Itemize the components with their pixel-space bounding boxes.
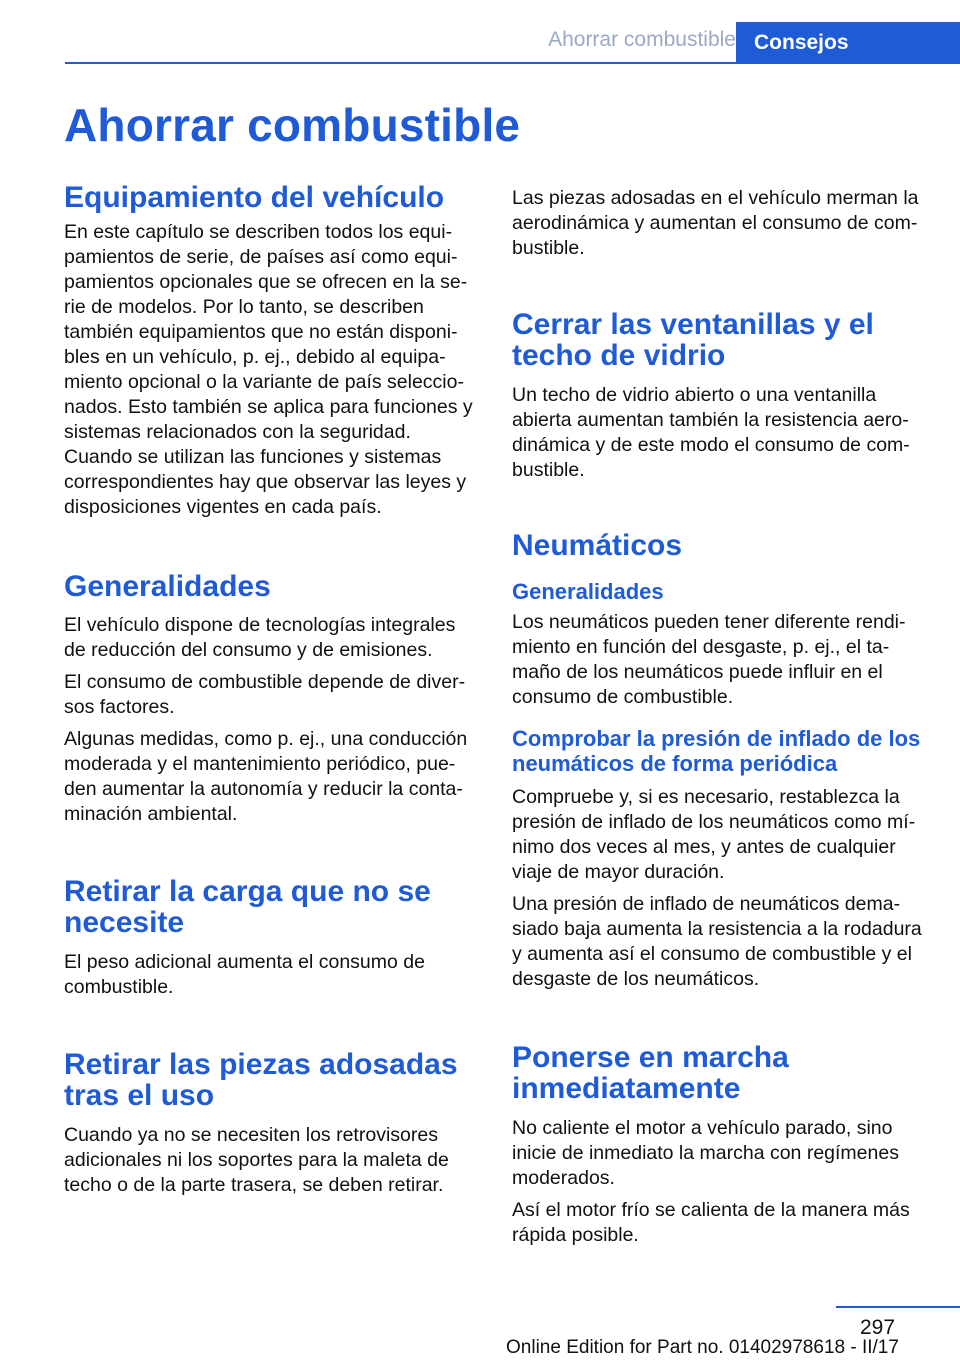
text-line: Cuando ya no se necesiten los retrovisores xyxy=(64,1124,438,1146)
text-line: maño de los neumáticos puede influir en el xyxy=(512,661,883,683)
subheading-generalidades: Generalidades xyxy=(512,579,664,604)
text-line: inmediatamente xyxy=(512,1072,741,1105)
text-line: Los neumáticos pueden tener diferente rendi‐ xyxy=(512,611,906,633)
text-line: El consumo de combustible depende de diver‐ xyxy=(64,671,466,693)
text-line: necesite xyxy=(64,906,185,939)
text-line: Una presión de inflado de neumáticos dema‐ xyxy=(512,893,901,915)
text-line: bustible. xyxy=(512,459,585,481)
text-line: Comprobar la presión de inflado de los xyxy=(512,726,921,751)
text-line: consumo de combustible. xyxy=(512,686,734,708)
text-line: siado baja aumenta la resistencia a la rodadura xyxy=(512,918,922,940)
text-line: Las piezas adosadas en el vehículo merman la xyxy=(512,187,919,209)
paragraph xyxy=(512,610,932,710)
text-line: pamientos opcionales que se ofrecen en la se‐ xyxy=(64,271,468,293)
paragraph xyxy=(64,727,482,827)
text-line: Compruebe y, si es necesario, restablezca la xyxy=(512,786,900,808)
text-line: viaje de mayor duración. xyxy=(512,861,725,883)
paragraph xyxy=(512,1116,932,1191)
page-number: 297 xyxy=(860,1316,896,1339)
text-line: también equipamientos que no están disponi‐ xyxy=(64,321,458,343)
text-line: disposiciones vigentes en cada país. xyxy=(64,496,382,518)
text-line: rápida posible. xyxy=(512,1224,639,1246)
text-line: techo o de la parte trasera, se deben retirar. xyxy=(64,1174,444,1196)
heading-neumaticos: Neumáticos xyxy=(512,529,683,562)
text-line: presión de inflado de los neumáticos como mí‐ xyxy=(512,811,916,833)
text-line: Retirar las piezas adosadas xyxy=(64,1048,458,1081)
text-line: aerodinámica y aumentan el consumo de com‐ xyxy=(512,212,918,234)
heading-cerrar-ventanillas xyxy=(512,309,932,371)
text-line: Algunas medidas, como p. ej., una conducción xyxy=(64,728,468,750)
running-header xyxy=(0,0,960,62)
text-line: sistemas relacionados con la seguridad. xyxy=(64,421,411,443)
text-line: correspondientes hay que observar las leyes y xyxy=(64,471,467,493)
heading-retirar-carga xyxy=(64,876,482,938)
text-line: Ponerse en marcha xyxy=(512,1041,789,1074)
text-line: El vehículo dispone de tecnologías integrales xyxy=(64,614,456,636)
text-line: bustible. xyxy=(512,237,585,259)
text-line: Un techo de vidrio abierto o una ventanilla xyxy=(512,384,877,406)
heading-equipamiento: Equipamiento del vehículo xyxy=(64,181,445,214)
text-line: bles en un vehículo, p. ej., debido al equipa‐ xyxy=(64,346,446,368)
left-column xyxy=(64,182,482,1198)
paragraph xyxy=(512,785,932,885)
text-line: En este capítulo se describen todos los equi‐ xyxy=(64,221,453,243)
paragraph xyxy=(512,383,932,483)
header-section-title: Ahorrar combustible xyxy=(548,28,736,51)
text-line: y aumenta así el consumo de combustible y el xyxy=(512,943,912,965)
header-rule xyxy=(65,62,960,64)
text-line: adicionales ni los soportes para la maleta de xyxy=(64,1149,449,1171)
heading-generalidades: Generalidades xyxy=(64,570,271,603)
paragraph xyxy=(512,892,932,992)
text-line: den aumentar la autonomía y reducir la conta‐ xyxy=(64,778,463,800)
heading-ponerse-en-marcha xyxy=(512,1042,932,1104)
text-line: moderados. xyxy=(512,1167,615,1189)
text-line: Cerrar las ventanillas y el xyxy=(512,308,874,341)
page-title: Ahorrar combustible xyxy=(64,99,521,151)
text-line: Retirar la carga que no se xyxy=(64,875,431,908)
text-line: dinámica y de este modo el consumo de com‐ xyxy=(512,434,910,456)
text-line: de reducción del consumo y de emisiones. xyxy=(64,639,433,661)
paragraph xyxy=(512,186,932,261)
text-line: abierta aumentan también la resistencia aero‐ xyxy=(512,409,909,431)
text-line: techo de vidrio xyxy=(512,339,726,372)
text-line: moderada y el mantenimiento periódico, pue‐ xyxy=(64,753,456,775)
text-line: tras el uso xyxy=(64,1079,215,1112)
paragraph xyxy=(64,950,482,1000)
text-line: neumáticos de forma periódica xyxy=(512,751,838,776)
heading-retirar-piezas xyxy=(64,1049,482,1111)
edition-footer: Online Edition for Part no. 01402978618 - II/17 xyxy=(506,1337,899,1358)
text-line: No caliente el motor a vehículo parado, sino xyxy=(512,1117,893,1139)
text-line: inicie de inmediato la marcha con regímenes xyxy=(512,1142,899,1164)
paragraph xyxy=(64,613,482,663)
text-line: El peso adicional aumenta el consumo de xyxy=(64,951,425,973)
subheading-comprobar-presion xyxy=(512,726,932,776)
paragraph xyxy=(64,670,482,720)
text-line: pamientos de serie, de países así como equi‐ xyxy=(64,246,458,268)
text-line: rie de modelos. Por lo tanto, se describen xyxy=(64,296,424,318)
text-line: Cuando se utilizan las funciones y sistemas xyxy=(64,446,442,468)
text-line: combustible. xyxy=(64,976,174,998)
text-line: sos factores. xyxy=(64,696,175,718)
paragraph xyxy=(512,1198,932,1248)
footer-rule xyxy=(836,1306,960,1308)
header-chapter-tab: Consejos xyxy=(736,22,960,62)
text-line: desgaste de los neumáticos. xyxy=(512,968,760,990)
paragraph xyxy=(64,220,482,520)
text-line: miento en función del desgaste, p. ej., el ta‐ xyxy=(512,636,890,658)
text-line: miento opcional o la variante de país seleccio‐ xyxy=(64,371,464,393)
text-line: nimo dos veces al mes, y antes de cualquier xyxy=(512,836,896,858)
text-line: Así el motor frío se calienta de la manera más xyxy=(512,1199,910,1221)
right-column xyxy=(512,182,932,1248)
paragraph xyxy=(64,1123,482,1198)
text-line: nados. Esto también se aplica para funciones y xyxy=(64,396,473,418)
text-line: minación ambiental. xyxy=(64,803,238,825)
